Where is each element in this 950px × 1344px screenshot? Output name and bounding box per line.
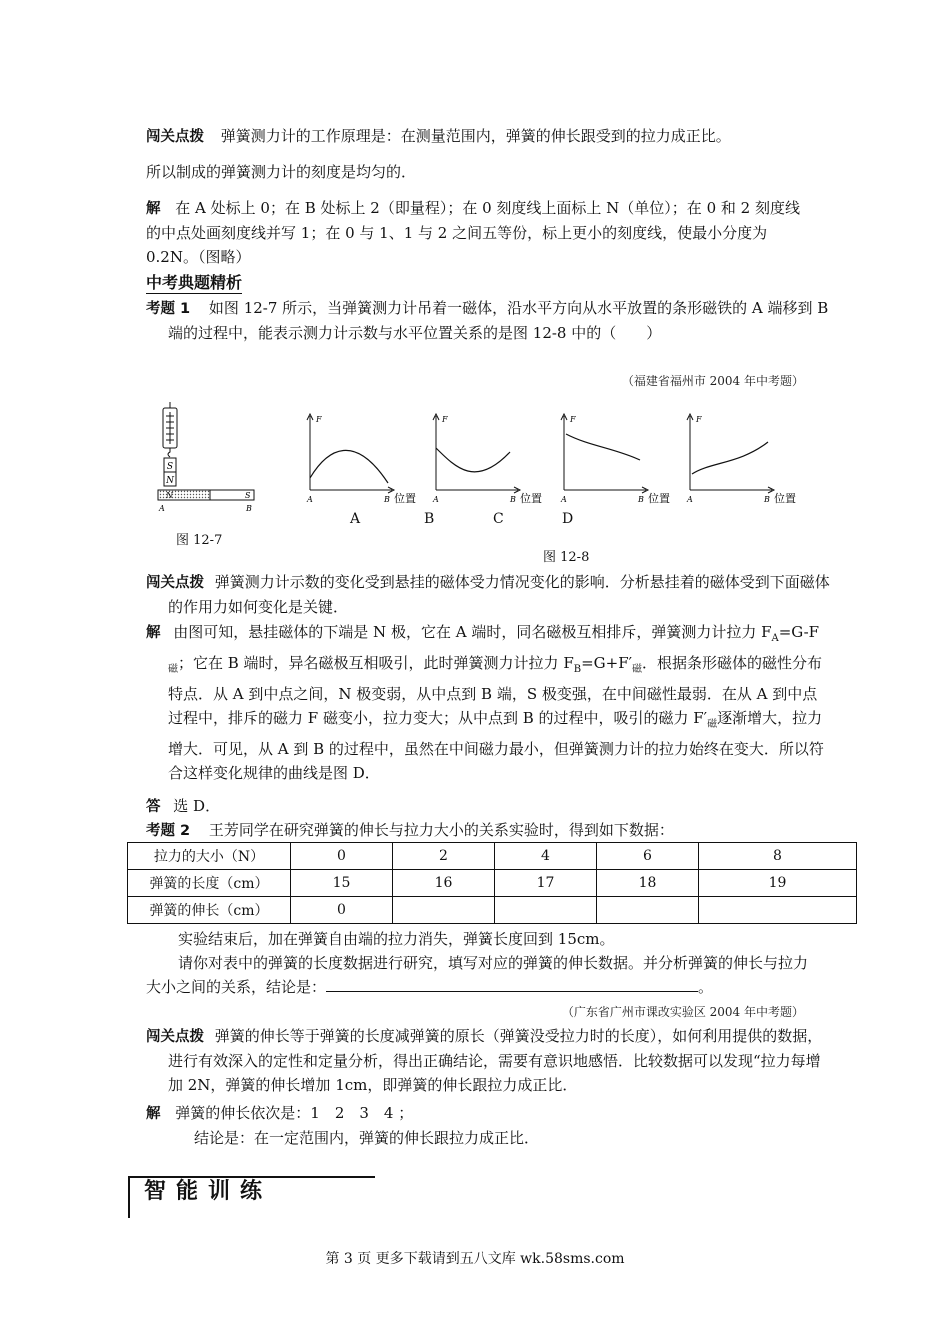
- page-footer: 第 3 页 更多下载请到五八文库 wk.58sms.com: [325, 1251, 625, 1267]
- figure-12-7-caption: 图 12-7: [176, 533, 223, 548]
- question-2: [146, 818, 808, 843]
- solution-paragraph-2: 解 由图可知，悬挂磁体的下端是 N 极，它在 A 端时，同名磁极互相排斥，弹簧测力计拉力 $F_A=G-F_磁$；它在 B 端时，异名磁极互相吸引，此时弹簧测力计拉力 $F_B=G+F'_磁$．根据条形磁体的磁性分布特点．从 A 到中点之间，N 极变弱，从中点到 B 端，S 极变强，在中间磁性最弱．在从 A 到中点过程中，排斥的磁力 F 磁变小，拉力变大；从中点到 B 的过程中，吸引的磁力 $F'_磁$逐渐增大，拉力增大．可见，从 A 到 B 的过程中，虽然在中间磁力最小，但弹簧测力计的拉力始终在变大．所以符合这样变化规律的曲线是图 D．: [146, 623, 824, 782]
- suspended-n-label: N: [166, 476, 174, 486]
- end-b-label: B: [246, 504, 252, 513]
- graph-c-axis-x: 位置: [648, 492, 670, 505]
- question-1-source: （福建省福州市 2004 年中考题）: [621, 374, 804, 388]
- graph-a-end-b: B: [384, 495, 390, 504]
- graph-d-origin-a: A: [687, 495, 693, 504]
- curve-d: [692, 442, 768, 474]
- magnet-n-label: N: [166, 491, 173, 500]
- question-1-label: 考题 1: [146, 301, 191, 317]
- figure-12-8-caption: 图 12-8: [543, 550, 590, 565]
- graph-b-origin-a: A: [433, 495, 439, 504]
- solution-label-3: 解: [146, 1106, 161, 1122]
- magnet-s-label: S: [245, 491, 251, 500]
- question-2-task: 请你对表中的弹簧的长度数据进行研究，填写对应的弹簧的伸长数据。并分析弹簧的伸长与拉力大小之间的关系，结论是： 。: [146, 954, 809, 996]
- graph-d-axis-f: F: [696, 415, 702, 424]
- solution-text-3: 弹簧的伸长依次是：1 2 3 4 ；: [175, 1104, 414, 1122]
- graph-b: [433, 414, 520, 493]
- graph-a-axis-f: F: [316, 415, 322, 424]
- figure-12-8: [300, 408, 810, 508]
- section-heading-training: 智能训练: [144, 1179, 273, 1204]
- solution-paragraph-3: [146, 1101, 808, 1126]
- graph-b-end-b: B: [510, 495, 516, 504]
- graph-a-letter: A: [350, 511, 361, 527]
- graph-b-letter: B: [424, 511, 435, 527]
- question-2-text: 王芳同学在研究弹簧的伸长与拉力大小的关系实验时，得到如下数据：: [208, 821, 674, 839]
- answer-label: 答: [146, 799, 161, 815]
- graph-d: [687, 414, 774, 493]
- end-a-label: A: [159, 504, 165, 513]
- question-2-note: 实验结束后，加在弹簧自由端的拉力消失，弹簧长度回到 15cm。: [178, 930, 615, 948]
- spring-data-table: [127, 842, 857, 924]
- graph-c: [561, 414, 648, 493]
- question-2-label: 考题 2: [146, 823, 191, 839]
- section-heading-exam: 中考典题精析: [146, 273, 243, 292]
- hint-paragraph-2: [146, 570, 830, 619]
- graph-b-axis-x: 位置: [520, 492, 542, 505]
- graph-c-origin-a: A: [561, 495, 567, 504]
- hint-text: 弹簧测力计的工作原理是：在测量范围内，弹簧的伸长跟受到的拉力成正比。: [220, 127, 731, 145]
- graph-d-letter: D: [562, 511, 574, 527]
- table-row: 拉力的大小（N） 0 2 4 6 8: [128, 843, 857, 870]
- hint-label-3: 闯关点拨: [146, 1029, 204, 1045]
- graph-c-end-b: B: [638, 495, 644, 504]
- question-2-source: （广东省广州市课改实验区 2004 年中考题）: [561, 1005, 804, 1019]
- graph-a-axis-x: 位置: [394, 492, 416, 505]
- hint-text-2: 弹簧测力计示数的变化受到悬挂的磁体受力情况变化的影响．分析悬挂着的磁体受到下面磁体的作用力如何变化是关键．: [168, 573, 830, 616]
- table-row: 弹簧的长度（cm） 15 16 17 18 19: [128, 870, 857, 897]
- answer-text: 选 D．: [173, 797, 221, 815]
- solution-text: 在 A 处标上 0；在 B 处标上 2（即量程）；在 0 刻度线上面标上 N（单位）；在 0 和 2 刻度线的中点处画刻度线并写 1；在 0 与 1、1 与 2 之间五等份，标上更小的刻度线，使最小分度为 0.2N。（图略）: [146, 199, 800, 266]
- question-1: [146, 296, 830, 345]
- solution-label-2: 解: [146, 625, 161, 641]
- curve-b: [436, 448, 510, 472]
- graph-b-axis-f: F: [442, 415, 448, 424]
- table-row: 弹簧的伸长（cm） 0: [128, 897, 857, 924]
- hint-text-3: 弹簧的伸长等于弹簧的长度减弹簧的原长（弹簧没受拉力时的长度），如何利用提供的数据，进行有效深入的定性和定量分析，得出正确结论，需要有意识地感悟．比较数据可以发现“拉力每增加 2N，弹簧的伸长增加 1cm，即弹簧的伸长跟拉力成正比．: [168, 1027, 823, 1094]
- curve-a: [310, 450, 388, 483]
- graph-c-letter: C: [493, 511, 504, 527]
- spring-scale-drawing: [163, 402, 177, 486]
- answer-blank[interactable]: [326, 977, 698, 992]
- hint-label: 闯关点拨: [146, 129, 204, 145]
- conclusion-line: 结论是：在一定范围内，弹簧的伸长跟拉力成正比．: [194, 1129, 540, 1147]
- graph-d-end-b: B: [764, 495, 770, 504]
- graph-a-origin-a: A: [307, 495, 313, 504]
- graph-d-axis-x: 位置: [774, 492, 796, 505]
- curve-c: [566, 434, 640, 460]
- figure-12-7: [156, 400, 266, 518]
- answer-line: [146, 794, 808, 819]
- question-1-text: 如图 12-7 所示，当弹簧测力计吊着一磁体，沿水平方向从水平放置的条形磁铁的 A 端移到 B 端的过程中，能表示测力计示数与水平位置关系的是图 12-8 中的（ ）: [168, 299, 829, 342]
- graph-a: [307, 414, 394, 493]
- hint-label-2: 闯关点拨: [146, 575, 204, 591]
- solution-label: 解: [146, 201, 161, 217]
- hint-paragraph-1-cont: 所以制成的弹簧测力计的刻度是均匀的．: [146, 163, 417, 181]
- hint-paragraph-3: [146, 1024, 830, 1097]
- suspended-s-label: S: [166, 462, 174, 472]
- solution-paragraph-1: [146, 196, 808, 269]
- hint-paragraph-1: [146, 124, 808, 149]
- graph-c-axis-f: F: [570, 415, 576, 424]
